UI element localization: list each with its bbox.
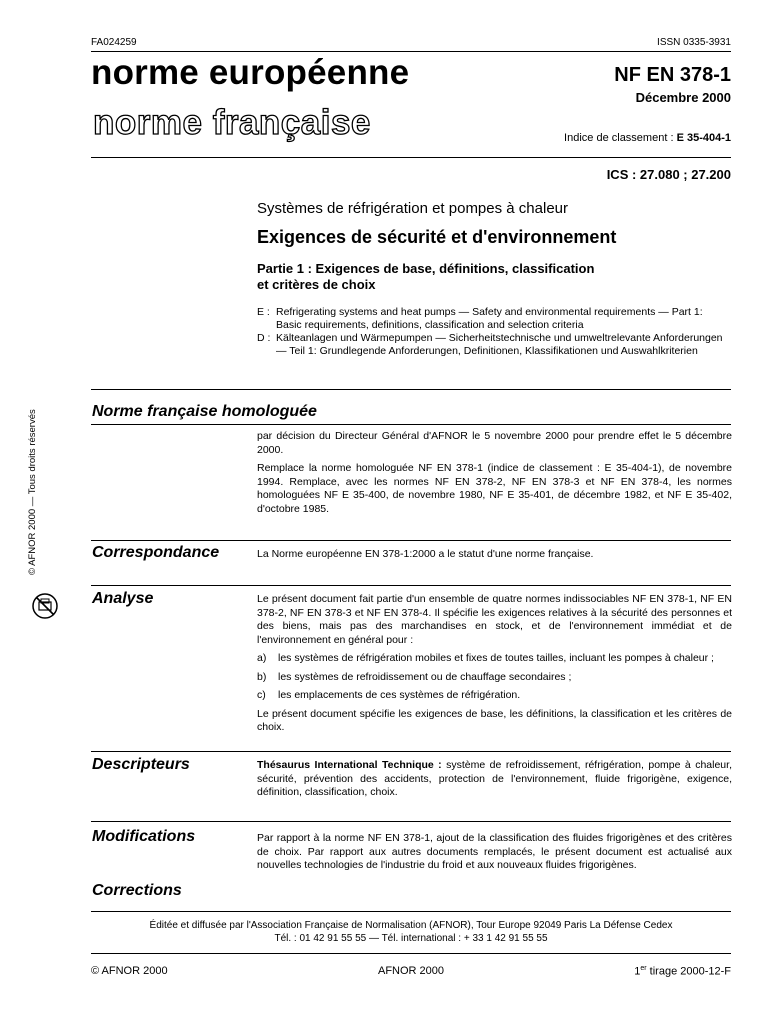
- translation-lang: E :: [257, 306, 270, 318]
- translation-text: Refrigerating systems and heat pumps — Safety and environmental requirements — Part 1: Basic requirements, definitions, classification and selection criteria: [276, 306, 703, 331]
- section-rule: [91, 585, 731, 586]
- translation-english: [257, 306, 727, 332]
- heading-corrections: Corrections: [92, 882, 182, 899]
- translations: [257, 306, 727, 358]
- list-marker: a): [257, 652, 267, 664]
- tirage-text: tirage 2000-12-F: [646, 965, 731, 978]
- side-copyright-notice: © AFNOR 2000 — Tous droits réservés: [27, 409, 38, 575]
- list-item: [257, 671, 732, 685]
- correspondance-text: La Norme européenne EN 378-1:2000 a le statut d'une norme française.: [257, 548, 594, 560]
- footer-copyright: © AFNOR 2000: [91, 965, 168, 977]
- footer-phone: Tél. : 01 42 91 55 55 — Tél. international : + 33 1 42 91 55 55: [274, 933, 548, 944]
- homologuee-paragraph: par décision du Directeur Général d'AFNOR le 5 novembre 2000 pour prendre effet le 5 décembre 2000.: [257, 430, 732, 456]
- heading-homologuee: Norme française homologuée: [92, 403, 317, 420]
- translation-german: [257, 332, 727, 358]
- heading-descripteurs: Descripteurs: [92, 756, 190, 773]
- section-rule: [91, 389, 731, 390]
- homologuee-paragraph: Remplace la norme homologuée NF EN 378-1 (indice de classement : E 35-404-1), de novembre 1994. Remplace, avec les normes NF EN 378-2, NF EN 378-3 et NF EN 378-4, les normes homologuées NF E 35-400, de novembre 1980, NF E 35-401, de décembre 1982, et NF E 35-402, d'octobre 1985.: [257, 462, 732, 515]
- title-norme-francaise: norme française: [93, 103, 371, 142]
- subject-line: Systèmes de réfrigération et pompes à chaleur: [257, 200, 568, 217]
- footer-publisher: Éditée et diffusée par l'Association Française de Normalisation (AFNOR), Tour Europe 92049 Paris La Défense Cedex: [149, 920, 673, 931]
- ics-codes: ICS : 27.080 ; 27.200: [606, 167, 731, 182]
- list-item: [257, 689, 732, 703]
- analyse-outro: Le présent document spécifie les exigences de base, les définitions, la classification et les critères de choix.: [257, 707, 732, 733]
- homologuee-body: [257, 430, 732, 521]
- header-rule: [91, 51, 731, 52]
- list-text: les systèmes de réfrigération mobiles et fixes de toutes tailles, incluant les pompes à chaleur ;: [278, 652, 714, 664]
- section-rule: [91, 540, 731, 541]
- tirage-superscript: er: [640, 965, 647, 972]
- document-reference: FA024259: [91, 37, 137, 48]
- section-rule: [91, 751, 731, 752]
- footer-center: AFNOR 2000: [378, 965, 445, 977]
- subject-part-line2: et critères de choix: [257, 277, 376, 292]
- subject-part: [257, 261, 677, 293]
- footer-rule: [91, 911, 731, 912]
- footer-tirage: [634, 965, 731, 978]
- no-photocopy-icon: [31, 592, 59, 620]
- list-text: les systèmes de refroidissement ou de chauffage secondaires ;: [278, 670, 572, 683]
- subject-part-line1: Partie 1 : Exigences de base, définitions, classification: [257, 261, 595, 276]
- list-text: les emplacements de ces systèmes de réfrigération.: [278, 689, 521, 701]
- tirage-number: 1: [634, 965, 641, 978]
- title-norme-europeenne: norme européenne: [91, 53, 410, 92]
- list-marker: c): [257, 689, 266, 701]
- analyse-body: [257, 593, 732, 740]
- descripteurs-label: Thésaurus International Technique :: [257, 759, 442, 771]
- heading-correspondance: Correspondance: [92, 544, 220, 561]
- publication-date: Décembre 2000: [635, 90, 731, 105]
- list-item: [257, 652, 732, 666]
- descripteurs-keywords: système de refroidissement, réfrigération, pompe à chaleur, sécurité, prévention des accidents, protection de l'environnement, fluide frigorigène, exigence, définition, classification, choix.: [257, 759, 732, 798]
- standard-number: NF EN 378-1: [614, 64, 731, 86]
- ics-rule: [91, 157, 731, 158]
- translation-lang: D :: [257, 332, 271, 344]
- indice-value: E 35-404-1: [676, 132, 731, 144]
- subject-title: Exigences de sécurité et d'environnement: [257, 227, 617, 247]
- heading-modifications: Modifications: [92, 828, 196, 845]
- modifications-text: Par rapport à la norme NF EN 378-1, ajout de la classification des fluides frigorigènes et des critères de choix. Par rapport aux autres documents remplacés, le présent document est actualisé aux nouvelles technologies de l'industrie du froid et aux nouveaux fluides frigorigènes.: [257, 832, 732, 871]
- section-rule: [91, 821, 731, 822]
- translation-text: Kälteanlagen und Wärmepumpen — Sicherheitstechnische und umweltrelevante Anforderungen — Teil 1: Grundlegende Anforderungen, Definitionen, Klassifikationen und Auswahlkriterien: [276, 332, 723, 357]
- list-marker: b): [257, 670, 267, 683]
- indice-classement: [564, 132, 731, 144]
- section-rule: [91, 424, 731, 425]
- issn: ISSN 0335-3931: [657, 37, 731, 48]
- indice-label: Indice de classement :: [564, 132, 677, 144]
- heading-analyse: Analyse: [92, 590, 154, 607]
- descripteurs-text: [257, 759, 732, 800]
- analyse-intro: Le présent document fait partie d'un ensemble de quatre normes indissociables NF EN 378-1, NF EN 378-2, NF EN 378-3 et NF EN 378-4. Il spécifie les exigences relatives à la sécurité des personnes et des biens, mais pas des marchandises en stock, et de l'environnement immédiat et de l'environnement en général pour :: [257, 593, 732, 646]
- footer-bottom-rule: [91, 953, 731, 954]
